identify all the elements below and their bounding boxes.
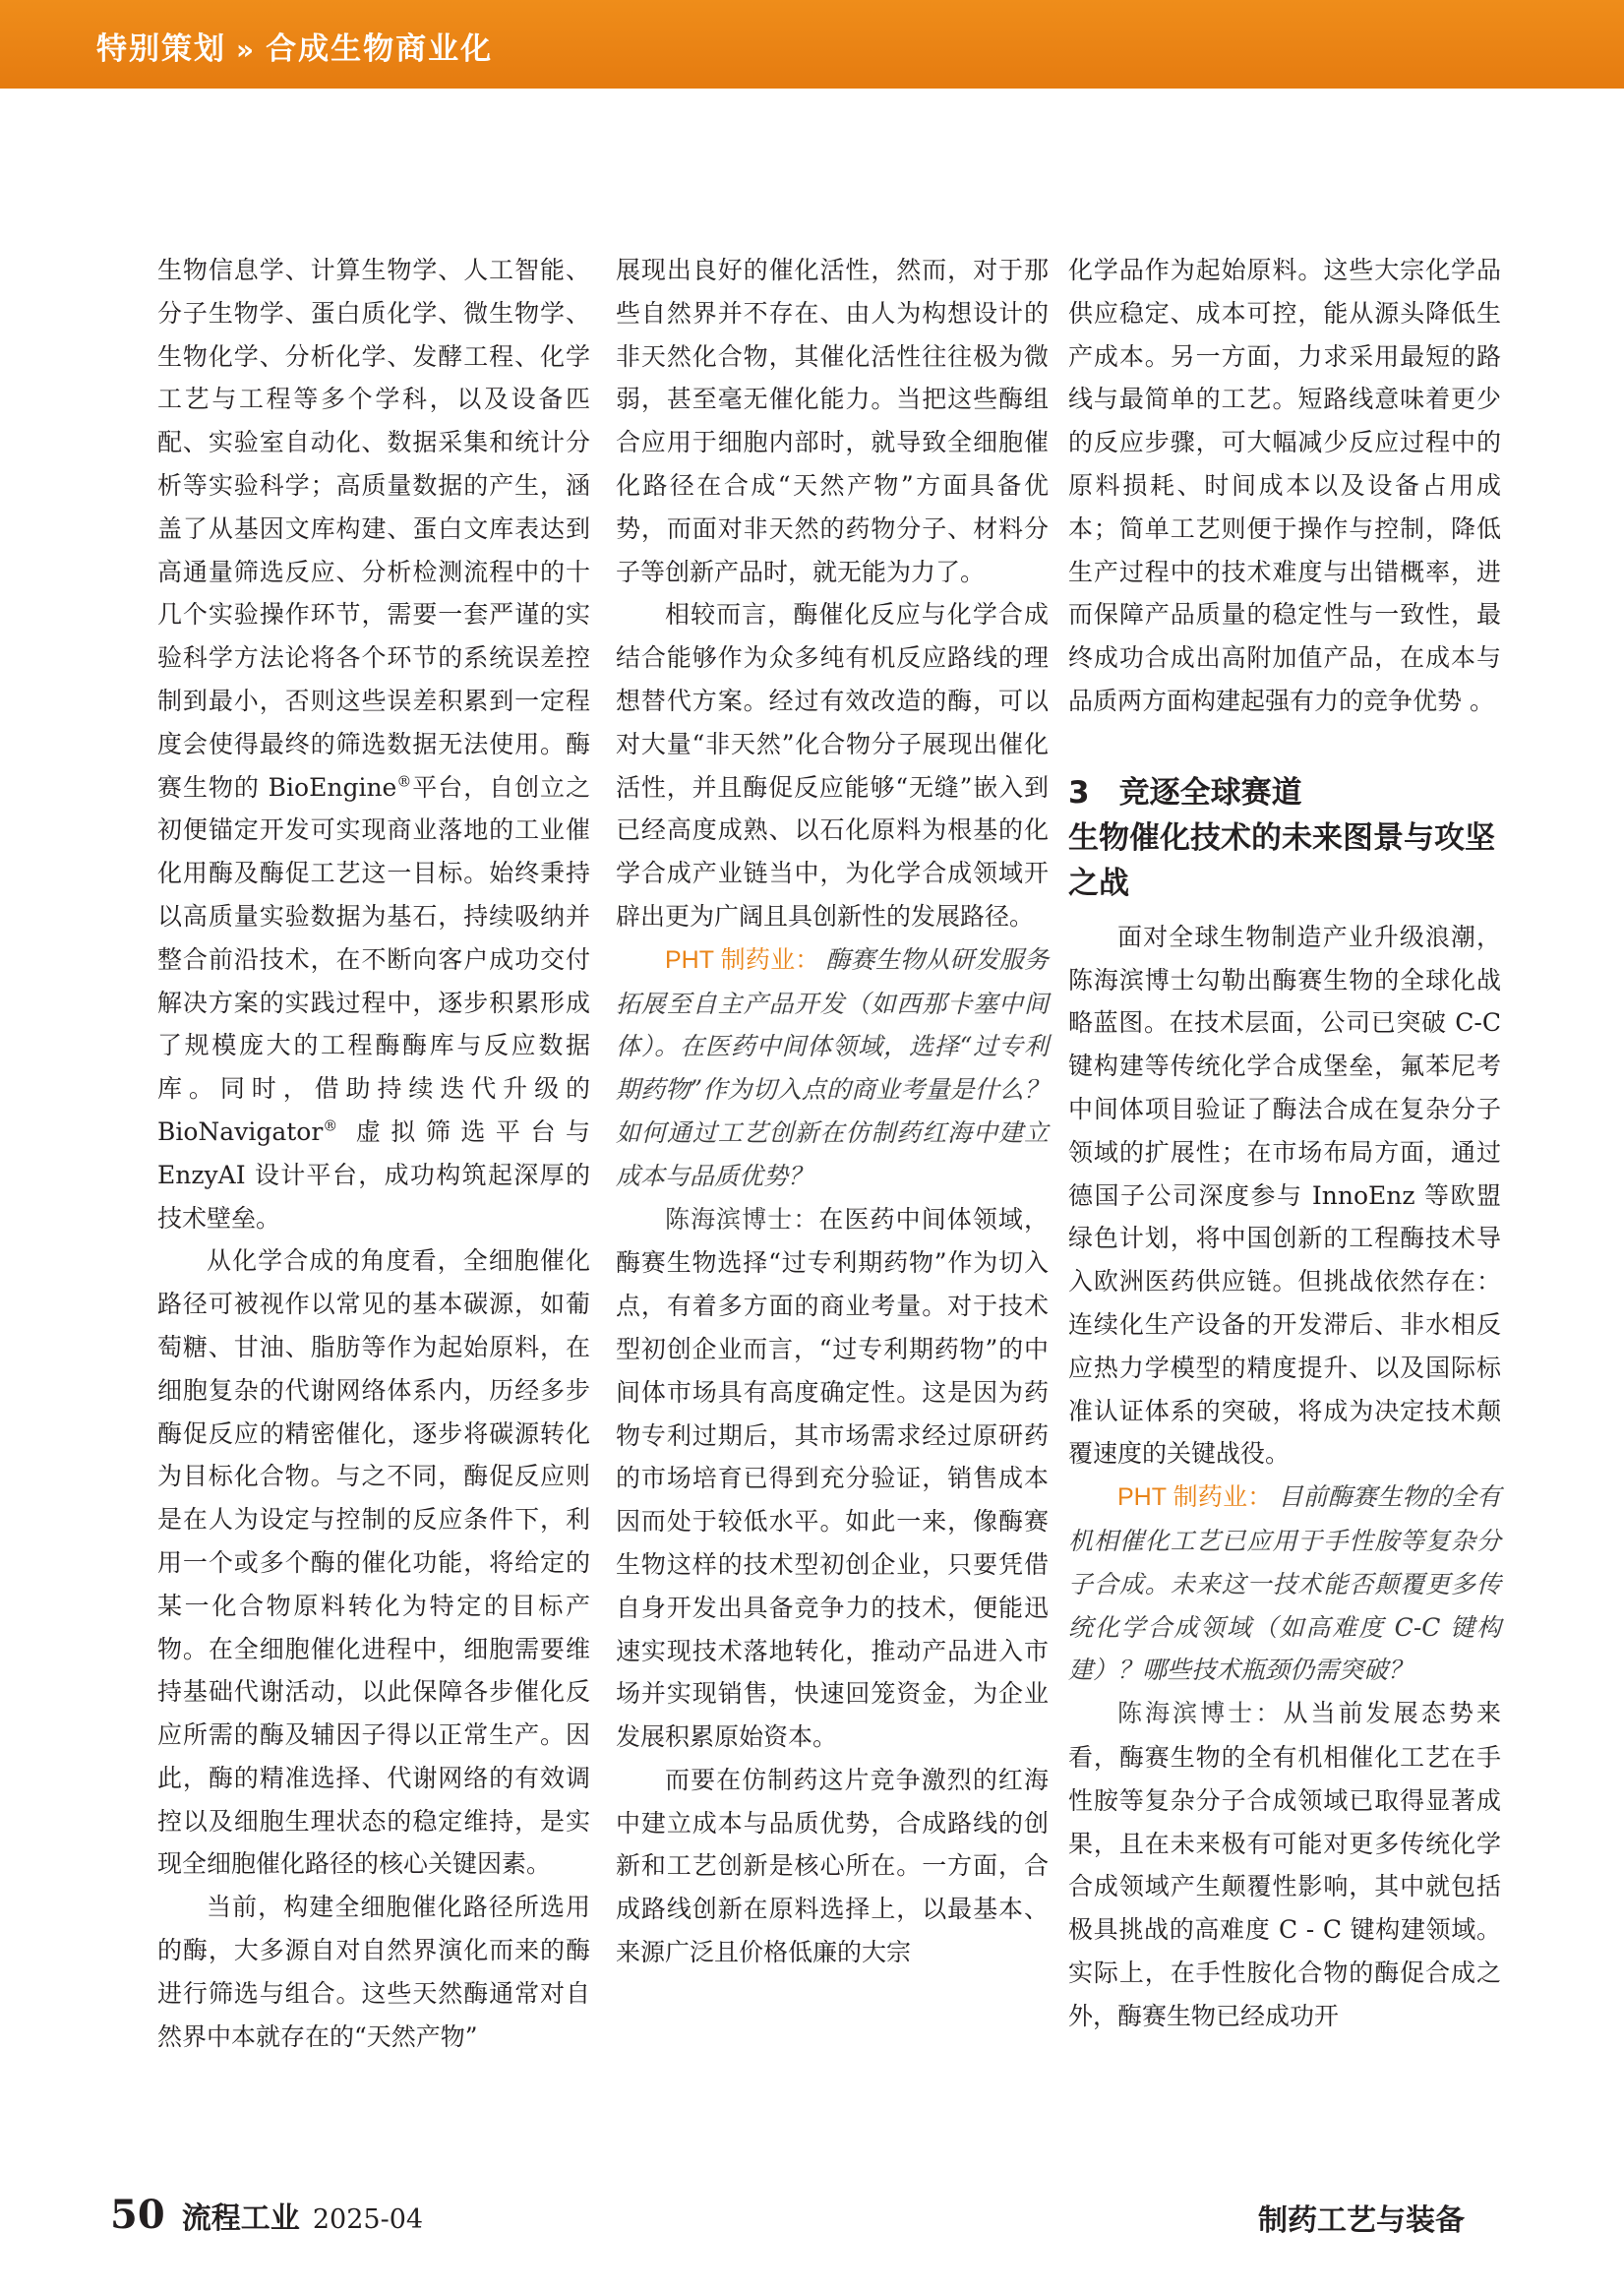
paragraph: 而要在仿制药这片竞争激烈的红海中建立成本与品质优势，合成路线的创新和工艺创新是核心所在。一方面，合成路线创新在原料选择上，以最基本、来源广泛且价格低廉的大宗	[616, 1765, 1049, 1967]
footer-section-name: 制药工艺与装备	[1258, 2203, 1465, 2238]
registered-mark: ®	[323, 1116, 338, 1135]
interview-answer	[1068, 1692, 1501, 2037]
column-3	[1068, 249, 1501, 2037]
page-number: 50	[110, 2192, 165, 2238]
paragraph: 化学品作为起始原料。这些大宗化学品供应稳定、成本可控，能从源头降低生产成本。另一方面，力求采用最短的路线与最简单的工艺。短路线意味着更少的反应步骤，可大幅减少反应过程中的原料损耗、时间成本以及设备占用成本；简单工艺则便于操作与控制，降低生产过程中的技术难度与出错概率，进而保障产品质量的稳定性与一致性，最终成功合成出高附加值产品，在成本与品质两方面构建起强有力的竞争优势 。	[1068, 256, 1501, 715]
section-heading	[1068, 770, 1501, 906]
question-text: 目前酶赛生物的全有机相催化工艺已应用于手性胺等复杂分子合成。未来这一技术能否颠覆更多传统化学合成领域（如高难度 C-C 键构建）？哪些技术瓶颈仍需突破？	[1068, 1482, 1501, 1685]
paragraph: 当前，构建全细胞催化路径所选用的酶，大多源自对自然界演化而来的酶进行筛选与组合。这些天然酶通常对自然界中本就存在的“天然产物”	[157, 1893, 590, 2051]
section-title-line1: 竞逐全球赛道	[1118, 774, 1302, 811]
paragraph: 展现出良好的催化活性，然而，对于那些自然界并不存在、由人为构想设计的非天然化合物，其催化活性往往极为微弱，甚至毫无催化能力。当把这些酶组合应用于细胞内部时，就导致全细胞催化路径在合成“天然产物”方面具备优势，而面对非天然的药物分子、材料分子等创新产品时，就无能为力了。	[616, 256, 1049, 586]
paragraph: 从化学合成的角度看，全细胞催化路径可被视作以常见的基本碳源，如葡萄糖、甘油、脂肪等作为起始原料，在细胞复杂的代谢网络体系内，历经多步酶促反应的精密催化，逐步将碳源转化为目标化合物。与之不同，酶促反应则是在人为设定与控制的反应条件下，利用一个或多个酶的催化功能，将给定的某一化合物原料转化为特定的目标产物。在全细胞催化进程中，细胞需要维持基础代谢活动，以此保障各步催化反应所需的酶及辅因子得以正常生产。因此，酶的精准选择、代谢网络的有效调控以及细胞生理状态的稳定维持，是实现全细胞催化路径的核心关键因素。	[157, 1246, 590, 1879]
footer-left	[110, 2192, 423, 2238]
registered-mark: ®	[396, 772, 412, 791]
column-2	[616, 249, 1049, 1974]
interview-question	[1068, 1476, 1501, 1692]
interview-question	[616, 938, 1049, 1198]
speaker-tag: 陈海滨博士：	[665, 1205, 819, 1234]
paragraph: 相较而言，酶催化反应与化学合成结合能够作为众多纯有机反应路线的理想替代方案。经过有效改造的酶，可以对大量“非天然”化合物分子展现出催化活性，并且酶促反应能够“无缝”嵌入到已经高度成熟、以石化原料为根基的化学合成产业链当中，为化学合成领域开辟出更为广阔且具创新性的发展路径。	[616, 600, 1049, 931]
topic-label: 合成生物商业化	[266, 31, 494, 67]
answer-text: 从当前发展态势来看，酶赛生物的全有机相催化工艺在手性胺等复杂分子合成领域已取得显著成果，且在未来极有可能对更多传统化学合成领域产生颠覆性影响，其中就包括极具挑战的高难度 C - C 键构建领域。实际上，在手性胺化合物的酶促合成之外，酶赛生物已经成功开	[1068, 1699, 1501, 2030]
double-chevron-icon: »	[236, 33, 257, 66]
header-bar	[0, 0, 1624, 89]
section-header	[96, 24, 493, 68]
paragraph	[157, 249, 590, 1239]
text: 生物信息学、计算生物学、人工智能、分子生物学、蛋白质化学、微生物学、生物化学、分析化学、发酵工程、化学工艺与工程等多个学科，以及设备匹配、实验室自动化、数据采集和统计分析等实验科学；高质量数据的产生，涵盖了从基因文库构建、蛋白文库表达到高通量筛选反应、分析检测流程中的十几个实验操作环节，需要一套严谨的实验科学方法论将各个环节的系统误差控制到最小，否则这些误差积累到一定程度会使得最终的筛选数据无法使用。酶赛生物的 BioEngine	[157, 256, 590, 802]
speaker-tag: 陈海滨博士：	[1117, 1700, 1284, 1728]
issue-date: 2025-04	[312, 2204, 424, 2235]
question-text: 酶赛生物从研发服务拓展至自主产品开发（如西那卡塞中间体）。在医药中间体领域，选择“过专利期药物”作为切入点的商业考量是什么？如何通过工艺创新在仿制药红海中建立成本与品质优势？	[616, 944, 1049, 1190]
paragraph: 面对全球生物制造产业升级浪潮，陈海滨博士勾勒出酶赛生物的全球化战略蓝图。在技术层面，公司已突破 C-C 键构建等传统化学合成堡垒，氟苯尼考中间体项目验证了酶法合成在复杂分子领域的扩展性；在市场布局方面，通过德国子公司深度参与 InnoEnz 等欧盟绿色计划，将中国创新的工程酶技术导入欧洲医药供应链。但挑战依然存在：连续化生产设备的开发滞后、非水相反应热力学模型的精度提升、以及国际标准认证体系的突破，将成为决定技术颠覆速度的关键战役。	[1068, 922, 1501, 1469]
journal-name: 流程工业	[181, 2201, 300, 2236]
interview-answer	[616, 1198, 1049, 1759]
column-1	[157, 249, 590, 2058]
text: 虚拟筛选平台与 EnzyAI 设计平台，成功构筑起深厚的技术壁垒。	[157, 1116, 590, 1233]
question-tag: PHT 制药业：	[665, 945, 820, 974]
section-number: 3	[1068, 774, 1090, 811]
section-label: 特别策划	[96, 31, 226, 67]
question-tag: PHT 制药业：	[1117, 1483, 1273, 1512]
text: 平台，自创立之初便锚定开发可实现商业落地的工业催化用酶及酶促工艺这一目标。始终秉持以高质量实验数据为基石，持续吸纳并整合前沿技术，在不断向客户成功交付解决方案的实践过程中，逐步积累形成了规模庞大的工程酶酶库与反应数据库。同时，借助持续迭代升级的 BioNavigator	[157, 772, 590, 1146]
section-title-line2: 生物催化技术的未来图景与攻坚之战	[1068, 819, 1495, 901]
answer-text: 在医药中间体领域，酶赛生物选择“过专利期药物”作为切入点，有着多方面的商业考量。对于技术型初创企业而言，“过专利期药物”的中间体市场具有高度确定性。这是因为药物专利过期后，其市场需求经过原研药的市场培育已得到充分验证，销售成本因而处于较低水平。如此一来，像酶赛生物这样的技术型初创企业，只要凭借自身开发出具备竞争力的技术，便能迅速实现技术落地转化，推动产品进入市场并实现销售，快速回笼资金，为企业发展积累原始资本。	[616, 1204, 1049, 1752]
